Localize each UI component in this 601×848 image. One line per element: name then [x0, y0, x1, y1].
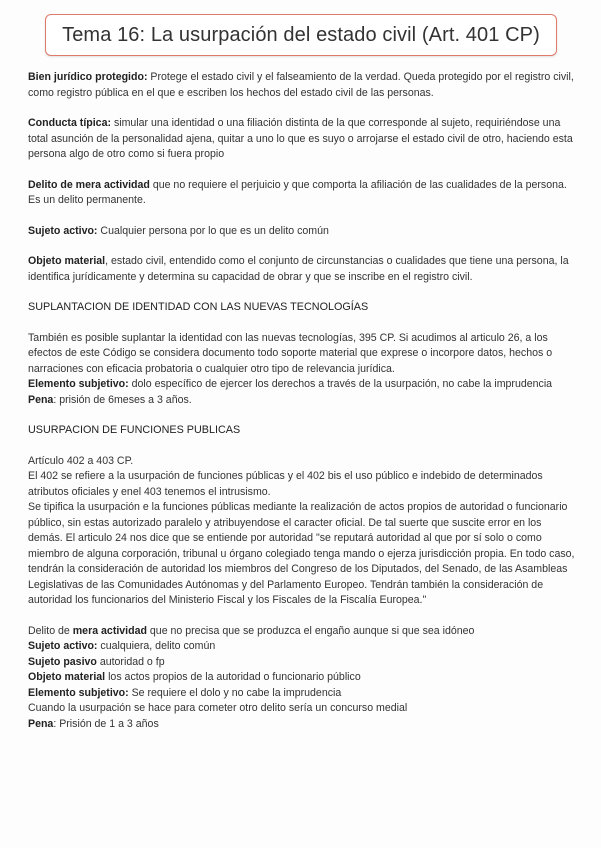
pena-2-paragraph: [28, 717, 576, 733]
objeto-2-text: los actos propios de la autoridad o funcionario público: [105, 671, 361, 683]
conducta-text: simular una identidad o una filiación distinta de la que corresponde al sujeto, requiriéndose una total asunción de la personalidad ajena, quitar a uno lo que es suyo o arrojarse el estado civil de otro, haciendo esta persona algo de otro como si fuera propio: [28, 117, 573, 160]
suplantacion-pena-text: : prisión de 6meses a 3 años.: [53, 393, 192, 406]
objeto-text: , estado civil, entendido como el conjunto de circunstancias o cualidades que tiene una persona, la identifica jurídicamente y determina su capacidad de obrar y que se inscribe en el registro civil.: [28, 255, 569, 283]
objeto-2-paragraph: [28, 670, 576, 686]
elemento-2-text: Se requiere el dolo y no cabe la imprudencia: [128, 686, 342, 699]
suplantacion-pena-label: Pena: [28, 393, 54, 406]
bien-juridico-text: Protege el estado civil y el falseamiento de la verdad. Queda protegido por el registro civil, como registro pública en el que e escriben los hechos del estado civil de las personas.: [28, 71, 574, 99]
bien-juridico-label: Bien jurídico protegido:: [28, 71, 148, 83]
delito-paragraph: [28, 178, 576, 209]
title-box: [45, 14, 557, 56]
usurpacion-p1: El 402 se refiere a la usurpación de funciones públicas y el 402 bis el uso público e indebido de determinados atributos oficiales y enel 403 tenemos el intrusismo.: [28, 470, 543, 498]
page-title: Tema 16: La usurpación del estado civil (Art. 401 CP): [62, 23, 540, 46]
sujeto-activo-2-text: cualquiera, delito común: [97, 640, 216, 652]
suplantacion-intro: También es posible suplantar la identidad con las nuevas tecnologías, 395 CP. Si acudimos al articulo 26, a los efectos de este Código se considera documento todo soporte material que exprese o incorpore datos, hechos o narraciones con eficacia probatoria o cualquier otro tipo de relevancia jurídica.: [28, 331, 553, 375]
concurso-line: Cuando la usurpación se hace para cometer otro delito sería un concurso medial: [28, 702, 408, 714]
pena-2-text: : Prisión de 1 a 3 años: [53, 717, 159, 730]
sujeto-pasivo-text: autoridad o fp: [96, 655, 165, 668]
pena-2-label: Pena: [28, 717, 54, 730]
objeto-label: Objeto material: [28, 255, 106, 267]
suplantacion-elemento-text: dolo específico de ejercer los derechos a través de la usurpación, no cabe la imprudencia: [128, 378, 553, 390]
delito-label: Delito de mera actividad: [28, 178, 150, 191]
suplantacion-elemento-label: Elemento subjetivo:: [28, 378, 129, 390]
sujeto-activo-2-paragraph: [28, 639, 576, 655]
articulo-line: Artículo 402 a 403 CP.: [28, 454, 134, 467]
sujeto-pasivo-paragraph: [28, 655, 576, 671]
suplantacion-heading: SUPLANTACION DE IDENTIDAD CON LAS NUEVAS TECNOLOGÍAS: [28, 301, 369, 313]
sujeto-activo-text: Cualquier persona por lo que es un delito común: [97, 224, 329, 237]
elemento-2-label: Elemento subjetivo:: [28, 686, 129, 699]
conducta-label: Conducta típica:: [28, 117, 111, 129]
usurpacion-heading: USURPACION DE FUNCIONES PUBLICAS: [28, 424, 241, 436]
objeto-paragraph: [28, 254, 576, 285]
bien-juridico-paragraph: [28, 70, 576, 101]
sujeto-pasivo-label: Sujeto pasivo: [28, 655, 97, 668]
sujeto-activo-label: Sujeto activo:: [28, 224, 98, 237]
delito-text: que no requiere el perjuicio y que comporta la afiliación de las cualidades de la persona. Es un delito permanente.: [28, 178, 567, 206]
mera-actividad-prefix: Delito de: [28, 624, 73, 637]
mera-actividad-text: que no precisa que se produzca el engaño aunque si que sea idóneo: [146, 624, 475, 637]
elemento-2-paragraph: [28, 686, 576, 702]
objeto-2-label: Objeto material: [28, 671, 106, 683]
sujeto-activo-2-label: Sujeto activo:: [28, 640, 98, 652]
suplantacion-elemento-paragraph: [28, 377, 576, 393]
mera-actividad-label: mera actividad: [72, 624, 147, 637]
mera-actividad-paragraph: [28, 624, 576, 640]
usurpacion-p2: Se tipifica la usurpación e la funciones públicas mediante la realización de actos propios de autoridad o funcionario público, sin estas autorizado paralelo y atribuyendose el caracter oficial. De tal suerte que suscite error en los demás. El articulo 24 nos dice que se entiende por autoridad "se reputará autoridad al que por sí solo o como miembro de alguna corporación, tribunal u órgano colegiado tenga mando o ejerza jurisdicción propia. En todo caso, tendrán la consideración de autoridad los miembros del Congreso de los Diputados, del Senado, de las Asambleas Legislativas de las Comunidades Autónomas y del Parlamento Europeo. Tendrán también la consideración de autoridad los funcionarios del Ministerio Fiscal y los Fiscales de la Fiscalía Europea.": [28, 501, 575, 606]
sujeto-activo-paragraph: [28, 224, 576, 240]
suplantacion-pena-paragraph: [28, 393, 576, 409]
conducta-paragraph: [28, 116, 576, 163]
document-body: [28, 70, 576, 732]
